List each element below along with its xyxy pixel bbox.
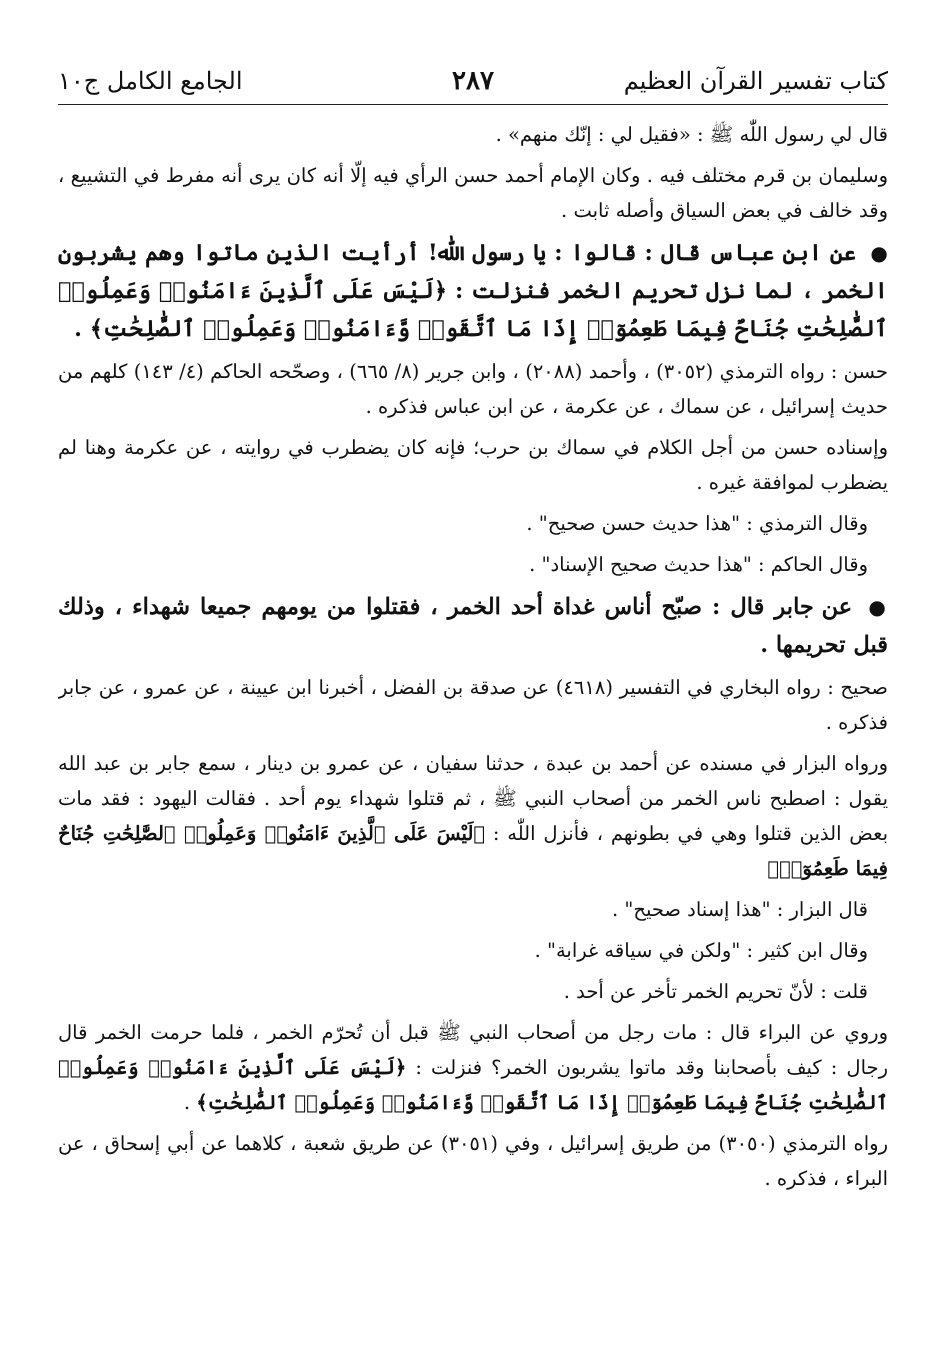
bullet-icon: ● [868, 595, 888, 619]
volume-label: الجامع الكامل ج١٠ [58, 67, 243, 95]
bullet-icon: ● [870, 241, 888, 265]
paragraph: صحيح : رواه البخاري في التفسير (٤٦١٨) عن صدقة بن الفضل ، أخبرنا ابن عيينة ، عن عمرو ، عن جابر فذكره . [58, 676, 888, 734]
quran-verse: ﴿لَيْسَ عَلَى ٱلَّذِينَ ءَامَنُوا۟ وَعَمِلُوا۟ ٱلصَّٰلِحَٰتِ جُنَاحٌ فِيمَا طَعِمُوٓا۟ إِذَا مَا ٱتَّقَوا۟ وَّءَامَنُوا۟ وَعَمِلُوا۟ ٱلصَّٰلِحَٰتِ﴾ [58, 278, 888, 342]
paragraph: وروي عن البراء قال : مات رجل من أصحاب النبي ﷺ قبل أن تُحرّم الخمر ، فلما حرمت الخمر قال رجال : كيف بأصحابنا وقد ماتوا يشربون الخمر؟ فنزلت : ﴿لَيْسَ عَلَى ٱلَّذِينَ ءَامَنُوا۟ وَعَمِلُوا۟ ٱلصَّٰلِحَٰتِ جُنَاحٌ فِيمَا طَعِمُوٓا۟ إِذَا مَا ٱتَّقَوا۟ وَّءَامَنُوا۟ وَعَمِلُوا۟ ٱلصَّٰلِحَٰتِ﴾ . [58, 1021, 888, 1114]
quote-line: قال البزار : "هذا إسناد صحيح" . [612, 898, 868, 921]
paragraph: قال لي رسول اللّٰه ﷺ : «فقيل لي : إنّك منهم» . [495, 123, 888, 146]
quote-line: وقال ابن كثير : "ولكن في سياقه غرابة" . [534, 939, 868, 962]
quran-verse: ﴿لَيْسَ عَلَى ٱلَّذِينَ ءَامَنُوا۟ وَعَمِلُوا۟ ٱلصَّٰلِحَٰتِ جُنَاحٌ فِيمَا طَعِمُوٓا۟﴾ [58, 822, 888, 880]
paragraph: وإسناده حسن من أجل الكلام في سماك بن حرب؛ فإنه كان يضطرب في روايته ، عن عكرمة وهنا لم يضطرب لموافقة غيره . [58, 436, 888, 494]
quote-line: وقال الترمذي : "هذا حديث حسن صحيح" . [526, 512, 868, 535]
page-body [58, 105, 888, 1196]
paragraph: ورواه البزار في مسنده عن أحمد بن عبدة ، حدثنا سفيان ، عن عمرو بن دينار ، سمع جابر بن عبد الله يقول : اصطبح ناس الخمر من أصحاب النبي ﷺ ، ثم قتلوا شهداء يوم أحد . فقالت اليهود : فقد مات بعض الذين قتلوا وهي في بطونهم ، فأنزل اللّٰه : ﴿لَيْسَ عَلَى ٱلَّذِينَ ءَامَنُوا۟ وَعَمِلُوا۟ ٱلصَّٰلِحَٰتِ جُنَاحٌ فِيمَا طَعِمُوٓا۟﴾ [58, 752, 888, 880]
page-number: ٢٨٧ [452, 66, 494, 96]
paragraph: وسليمان بن قرم مختلف فيه . وكان الإمام أحمد حسن الرأي فيه إلّا أنه كان يرى أنه مفرط في التشييع ، وقد خالف في بعض السياق وأصله ثابت . [58, 164, 888, 222]
paragraph: رواه الترمذي (٣٠٥٠) من طريق إسرائيل ، وفي (٣٠٥١) عن طريق شعبة ، كلاهما عن أبي إسحاق ، عن البراء ، فذكره . [58, 1132, 888, 1190]
book-title: كتاب تفسير القرآن العظيم [623, 67, 888, 95]
hadith-text: ● عن جابر قال : صبّح أناس غداة أحد الخمر ، فقتلوا من يومهم جميعا شهداء ، وذلك قبل تحريمها . [58, 594, 888, 658]
quote-line: قلت : لأنّ تحريم الخمر تأخر عن أحد . [563, 980, 868, 1003]
page-header [58, 58, 888, 105]
quran-verse: ﴿لَيْسَ عَلَى ٱلَّذِينَ ءَامَنُوا۟ وَعَمِلُوا۟ ٱلصَّٰلِحَٰتِ جُنَاحٌ فِيمَا طَعِمُوٓا۟ إِذَا مَا ٱتَّقَوا۟ وَّءَامَنُوا۟ وَعَمِلُوا۟ ٱلصَّٰلِحَٰتِ﴾ [58, 1056, 888, 1114]
paragraph: حسن : رواه الترمذي (٣٠٥٢) ، وأحمد (٢٠٨٨) ، وابن جرير (٨/ ٦٦٥) ، وصحّحه الحاكم (٤/ ١٤٣) كلهم من حديث إسرائيل ، عن سماك ، عن عكرمة ، عن ابن عباس فذكره . [58, 360, 888, 418]
hadith-text: ● عن ابن عباس قال : قالوا : يا رسول اللّٰه! أرأيت الذين ماتوا وهم يشربون الخمر ، لما نزل تحريم الخمر فنزلت : ﴿لَيْسَ عَلَى ٱلَّذِينَ ءَامَنُوا۟ وَعَمِلُوا۟ ٱلصَّٰلِحَٰتِ جُنَاحٌ فِيمَا طَعِمُوٓا۟ إِذَا مَا ٱتَّقَوا۟ وَّءَامَنُوا۟ وَعَمِلُوا۟ ٱلصَّٰلِحَٰتِ﴾ . [58, 240, 888, 342]
book-page [58, 58, 888, 1348]
quote-line: وقال الحاكم : "هذا حديث صحيح الإسناد" . [529, 553, 868, 576]
